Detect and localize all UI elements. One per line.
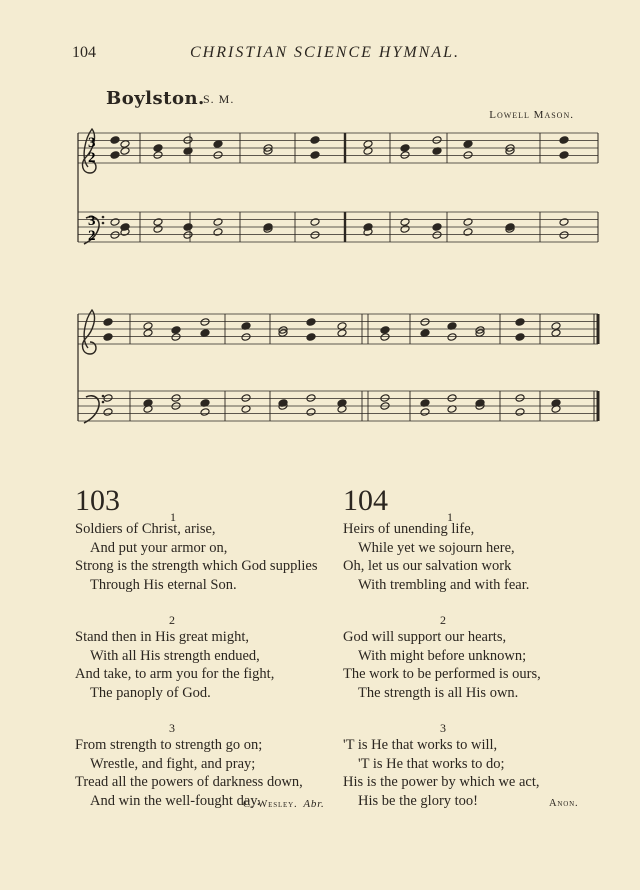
author-attribution — [243, 798, 325, 810]
verse-number: 3 — [440, 721, 446, 735]
filled-note — [103, 333, 113, 342]
half-note — [306, 408, 316, 417]
half-note — [432, 136, 442, 145]
verse-line: The strength is all His own. — [358, 684, 519, 701]
half-note — [447, 394, 457, 403]
verse-line: And win the well-fought day. — [90, 792, 261, 809]
verse-line: With might before unknown; — [358, 647, 527, 664]
verse-line: And take, to arm you for the fight, — [75, 666, 275, 682]
half-note — [241, 333, 251, 342]
bass-clef-dot — [102, 401, 105, 404]
hymn-number: 103 — [75, 484, 120, 517]
verse-line: The panoply of God. — [90, 684, 211, 701]
hymn-104 — [343, 486, 623, 810]
half-note — [213, 151, 223, 160]
half-note — [463, 151, 473, 160]
verse-line: From strength to strength go on; — [75, 737, 263, 753]
half-note — [143, 329, 153, 338]
filled-note — [515, 333, 525, 342]
half-note — [363, 140, 373, 149]
filled-note — [420, 329, 430, 338]
filled-note — [432, 223, 442, 232]
time-signature-bottom-bass: 2 — [88, 228, 96, 244]
tune-meter: S. M. — [203, 92, 235, 106]
half-note — [420, 408, 430, 417]
verse-number: 1 — [170, 510, 176, 524]
half-note — [241, 394, 251, 403]
half-note — [200, 408, 210, 417]
time-signature-top: 3 — [88, 135, 96, 151]
verse-line: Stand then in His great might, — [75, 629, 249, 645]
bass-clef-dot — [102, 216, 105, 219]
verse-number: 2 — [440, 613, 446, 627]
filled-note — [110, 151, 120, 160]
half-note — [515, 408, 525, 417]
half-note — [213, 218, 223, 227]
verse-line: Heirs of unending life, — [343, 521, 475, 537]
time-signature-bottom: 2 — [88, 150, 96, 166]
verse-line: And put your armor on, — [90, 539, 228, 556]
verse-line: 'T is He that works to will, — [343, 737, 498, 753]
page-number: 104 — [72, 44, 96, 61]
half-note — [447, 333, 457, 342]
half-note — [153, 218, 163, 227]
half-note — [153, 151, 163, 160]
filled-note — [310, 136, 320, 145]
filled-note — [380, 326, 390, 335]
treble-clef-icon — [83, 310, 96, 354]
half-note — [400, 151, 410, 160]
half-note — [463, 228, 473, 237]
half-note — [463, 218, 473, 227]
verse-line: God will support our hearts, — [343, 629, 507, 645]
half-note — [400, 218, 410, 227]
verse-line: Wrestle, and fight, and pray; — [90, 755, 256, 772]
author-attribution — [549, 798, 578, 809]
abridged-note: Abr. — [303, 798, 325, 810]
half-note — [171, 333, 181, 342]
verse-number: 2 — [169, 613, 175, 627]
filled-note — [103, 318, 113, 327]
filled-note — [153, 144, 163, 153]
half-note — [110, 218, 120, 227]
verse-number: 3 — [169, 721, 175, 735]
filled-note — [213, 140, 223, 149]
verse-number: 1 — [447, 510, 453, 524]
half-note — [306, 394, 316, 403]
half-note — [213, 228, 223, 237]
half-note — [171, 394, 181, 403]
half-note — [200, 318, 210, 327]
time-signature-top-bass: 3 — [88, 213, 96, 229]
half-note — [380, 394, 390, 403]
verse-line: Soldiers of Christ, arise, — [75, 521, 216, 537]
verse-line: 'T is He that works to do; — [358, 755, 505, 772]
half-note — [110, 231, 120, 240]
half-note — [183, 136, 193, 145]
filled-note — [171, 326, 181, 335]
filled-note — [200, 329, 210, 338]
verse-line: With all His strength endued, — [90, 647, 260, 664]
verse-line: With trembling and with fear. — [358, 576, 530, 593]
filled-note — [400, 144, 410, 153]
hymn-103 — [75, 486, 355, 810]
half-note — [120, 140, 130, 149]
author-name: Anon. — [549, 798, 579, 809]
half-note — [103, 394, 113, 403]
verse-line: His be the glory too! — [358, 792, 479, 809]
half-note — [559, 218, 569, 227]
half-note — [551, 329, 561, 338]
half-note — [420, 318, 430, 327]
filled-note — [183, 223, 193, 232]
verse-line: His is the power by which we act, — [343, 774, 540, 790]
verse-line: The work to be performed is ours, — [343, 666, 541, 682]
verse-line: Strong is the strength which God supplies — [75, 558, 318, 574]
half-note — [380, 333, 390, 342]
half-note — [103, 408, 113, 417]
filled-note — [306, 318, 316, 327]
half-note — [153, 225, 163, 234]
bass-clef-dot — [102, 222, 105, 225]
half-note — [432, 231, 442, 240]
half-note — [559, 231, 569, 240]
verse-line: Tread all the powers of darkness down, — [75, 774, 303, 790]
half-note — [400, 225, 410, 234]
half-note — [337, 329, 347, 338]
verse-line: Oh, let us our salvation work — [343, 558, 512, 574]
score-staves — [78, 129, 598, 423]
verse-line: Through His eternal Son. — [90, 576, 237, 593]
hymn-number: 104 — [343, 484, 388, 517]
verse-line: While yet we sojourn here, — [358, 539, 515, 556]
half-note — [515, 394, 525, 403]
half-note — [310, 218, 320, 227]
filled-note — [559, 136, 569, 145]
tune-name: Boylston. — [106, 88, 205, 109]
filled-note — [110, 136, 120, 145]
half-note — [310, 231, 320, 240]
running-title: CHRISTIAN SCIENCE HYMNAL. — [190, 44, 461, 61]
filled-note — [515, 318, 525, 327]
half-note — [183, 231, 193, 240]
bass-clef-icon — [84, 396, 99, 423]
filled-note — [306, 333, 316, 342]
author-name: C. Wesley. — [243, 799, 298, 810]
filled-note — [310, 151, 320, 160]
filled-note — [463, 140, 473, 149]
composer-credit: Lowell Mason. — [489, 109, 574, 121]
filled-note — [559, 151, 569, 160]
